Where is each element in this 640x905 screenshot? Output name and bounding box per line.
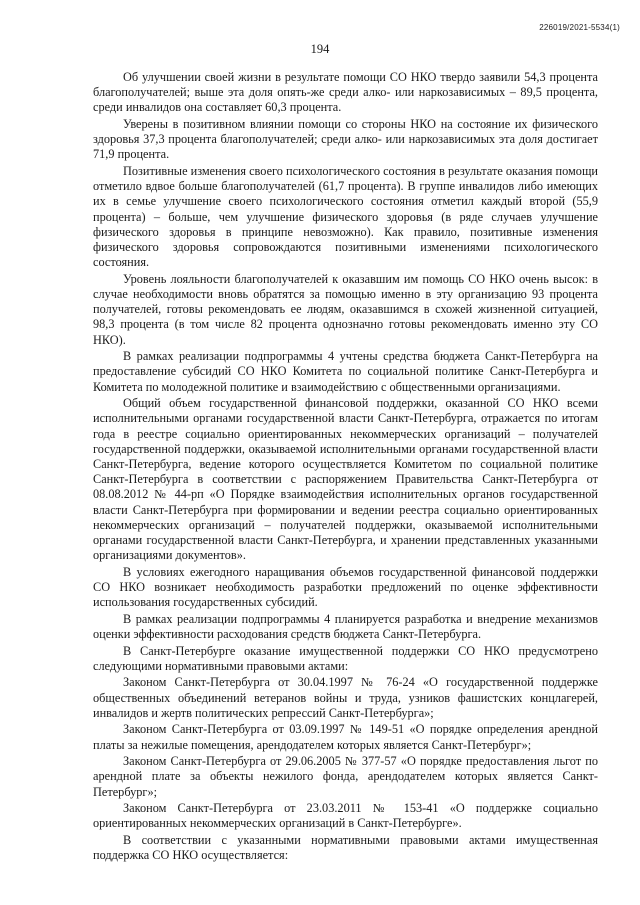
paragraph: Об улучшении своей жизни в результате помощи СО НКО твердо заявили 54,3 процента благополучателей; выше эта доля опять-же среди алко- или наркозависимых – 89,5 процента, среди инвалидов она составляет 60,3 процента.	[93, 70, 598, 115]
paragraph: Уровень лояльности благополучателей к оказавшим им помощь СО НКО очень высок: в случае необходимости вновь обратятся за помощью именно в эту организацию 93 процента получателей, готовы рекомендовать ее людям, оказавшимся в схожей жизненной ситуацией, 98,3 процента (в том числе 82 процента однозначно готовы рекомендовать именно эту СО НКО).	[93, 271, 598, 347]
paragraph: В Санкт-Петербурге оказание имущественной поддержки СО НКО предусмотрено следующими нормативными правовыми актами:	[93, 643, 598, 673]
paragraph: Законом Санкт-Петербурга от 03.09.1997 № 149-51 «О порядке определения арендной платы за нежилые помещения, арендодателем которых является Санкт-Петербург»;	[93, 722, 598, 752]
paragraph: Законом Санкт-Петербурга от 30.04.1997 № 76-24 «О государственной поддержке общественных объединений ветеранов войны и труда, узников фашистских концлагерей, инвалидов и жертв политических репрессий Санкт-Петербурга»;	[93, 675, 598, 720]
paragraph: Позитивные изменения своего психологического состояния в результате оказания помощи отметило вдвое больше благополучателей (61,7 процента). В группе инвалидов либо имеющих их в семье улучшение своего психологического состояния отметил каждый второй (55,9 процента) – больше, чем улучшение физического здоровья (в ряде случаев улучшение физического здоровья в принципе невозможно). Как правило, позитивные изменения физического здоровья сопровождаются позитивными изменениями психологического состояния.	[93, 164, 598, 270]
paragraph: В соответствии с указанными нормативными правовыми актами имущественная поддержка СО НКО осуществляется:	[93, 833, 598, 863]
paragraph: Законом Санкт-Петербурга от 29.06.2005 № 377-57 «О порядке предоставления льгот по арендной плате за объекты нежилого фонда, арендодателем которых является Санкт-Петербург»;	[93, 754, 598, 799]
paragraph: В условиях ежегодного наращивания объемов государственной финансовой поддержки СО НКО возникает необходимость разработки предложений по оценке эффективности использования государственных субсидий.	[93, 564, 598, 610]
paragraph: Общий объем государственной финансовой поддержки, оказанной СО НКО всеми исполнительными органами государственной власти Санкт-Петербурга, отражается по итогам года в реестре социально ориентированных некоммерческих организаций – получателей государственной поддержки, оказываемой исполнительными органами государственной власти Санкт-Петербурга, ведение которого осуществляется Комитетом по социальной политике Санкт-Петербурга в соответствии с распоряжением Правительства Санкт-Петербурга от 08.08.2012 № 44-рп «О Порядке взаимодействия исполнительных органов государственной власти Санкт-Петербурга при формировании и ведении реестра социально ориентированных некоммерческих организаций – получателей поддержки, оказываемой исполнительными органами государственной власти Санкт-Петербурга, и хранении представленных указанными организациями документов».	[93, 396, 598, 563]
paragraph: В рамках реализации подпрограммы 4 учтены средства бюджета Санкт-Петербурга на предоставление субсидий СО НКО Комитета по социальной политике Санкт-Петербурга и Комитета по молодежной политике и взаимодействию с общественными организациями.	[93, 349, 598, 394]
document-id: 226019/2021-5534(1)	[539, 23, 620, 32]
paragraph: В рамках реализации подпрограммы 4 планируется разработка и внедрение механизмов оценки эффективности расходования средств бюджета Санкт-Петербурга.	[93, 611, 598, 642]
document-body	[93, 70, 598, 865]
paragraph: Уверены в позитивном влиянии помощи со стороны НКО на состояние их физического здоровья 37,3 процента благополучателей; среди алко- или наркозависимых эта доля достигает 71,9 процента.	[93, 117, 598, 162]
page-number: 194	[310, 42, 330, 56]
paragraph: Законом Санкт-Петербурга от 23.03.2011 № 153-41 «О поддержке социально ориентированных некоммерческих организаций в Санкт-Петербурге».	[93, 801, 598, 831]
